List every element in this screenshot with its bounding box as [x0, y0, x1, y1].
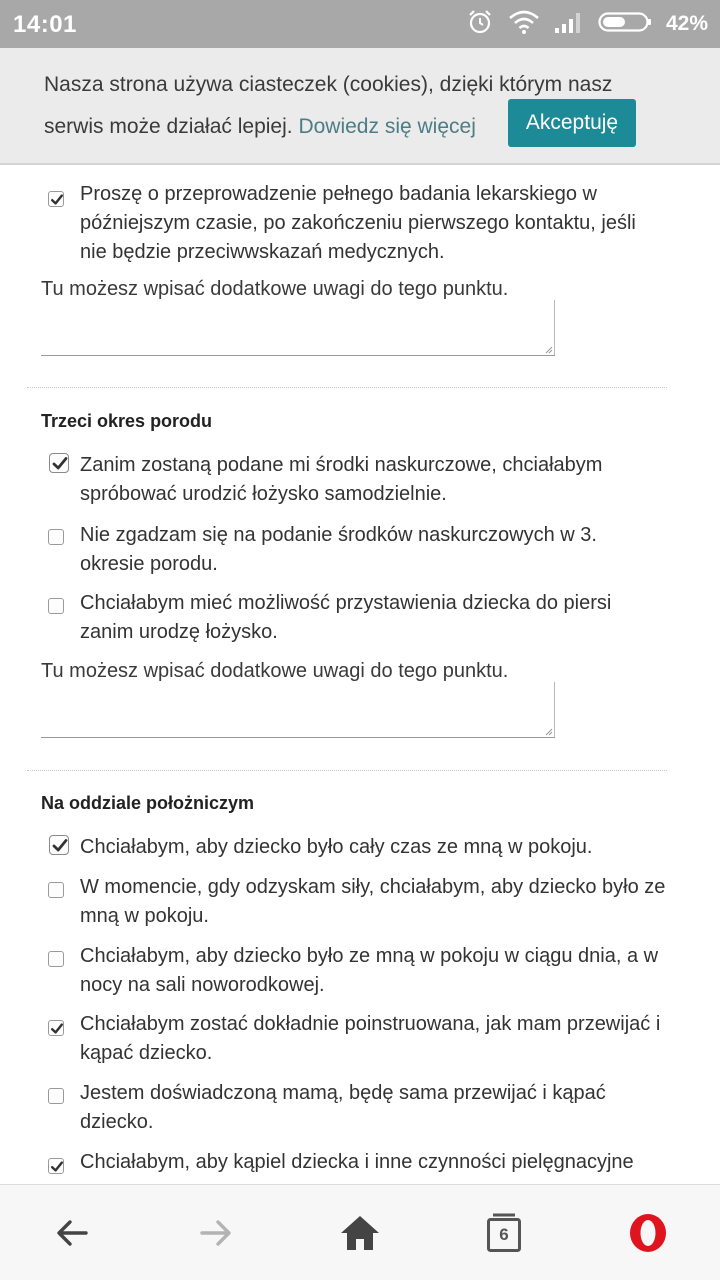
- notes-label: Tu możesz wpisać dodatkowe uwagi do tego punktu.: [41, 660, 509, 682]
- checkbox[interactable]: [48, 598, 64, 614]
- checkbox-label: Proszę o przeprowadzenie pełnego badania lekarskiego w późniejszym czasie, po zakończeniu pierwszego kontaktu, jeśli nie będzie przeciwwskazań medycznych.: [80, 183, 636, 263]
- checkbox-item[interactable]: [46, 589, 666, 649]
- checkbox[interactable]: [48, 1020, 64, 1036]
- checkmark-icon: [49, 1159, 65, 1175]
- forward-button[interactable]: [192, 1209, 240, 1257]
- battery-percent: 42%: [665, 12, 708, 35]
- tabs-icon: [486, 1213, 522, 1253]
- checkbox-item[interactable]: [46, 451, 666, 511]
- status-time: 14:01: [13, 11, 77, 38]
- checkbox[interactable]: [48, 882, 64, 898]
- checkmark-icon: [49, 192, 65, 208]
- checkbox-item[interactable]: [46, 1079, 666, 1139]
- cookie-banner: [0, 48, 720, 165]
- back-icon: [54, 1215, 90, 1251]
- checkbox-label: Jestem doświadczoną mamą, będę sama przewijać i kąpać dziecko.: [80, 1082, 606, 1133]
- checkmark-icon: [50, 454, 70, 474]
- notes-textarea[interactable]: [41, 300, 555, 356]
- checkmark-icon: [49, 1021, 65, 1037]
- checkbox-label: Nie zgadzam się na podanie środków naskurczowych w 3. okresie porodu.: [80, 524, 597, 575]
- checkbox[interactable]: [48, 191, 64, 207]
- battery-icon: [598, 10, 652, 39]
- checkbox-label: Chciałabym zostać dokładnie poinstruowana, jak mam przewijać i kąpać dziecko.: [80, 1013, 661, 1064]
- checkbox[interactable]: [49, 835, 69, 855]
- notes-label: Tu możesz wpisać dodatkowe uwagi do tego punktu.: [41, 278, 509, 300]
- home-icon: [339, 1214, 381, 1252]
- resize-handle-icon[interactable]: [545, 728, 553, 736]
- checkbox[interactable]: [49, 453, 69, 473]
- browser-bottom-bar: [0, 1184, 720, 1280]
- checkbox[interactable]: [48, 1158, 64, 1174]
- learn-more-link[interactable]: Dowiedz się więcej: [298, 115, 476, 138]
- checkbox-item[interactable]: [46, 521, 666, 581]
- signal-icon: [554, 10, 584, 39]
- form-content: [0, 166, 720, 1184]
- opera-menu-button[interactable]: [624, 1209, 672, 1257]
- section-divider: [27, 770, 667, 771]
- section-title: Trzeci okres porodu: [41, 411, 213, 431]
- checkbox-label: Chciałabym mieć możliwość przystawienia dziecka do piersi zanim urodzę łożysko.: [80, 592, 612, 643]
- checkbox-item[interactable]: [46, 833, 666, 865]
- checkbox-label: Chciałabym, aby dziecko było cały czas ze mną w pokoju.: [80, 836, 593, 858]
- tabs-count: 6: [499, 1225, 509, 1244]
- accept-cookies-button[interactable]: Akceptuję: [508, 99, 636, 147]
- checkbox-item[interactable]: [46, 942, 666, 1002]
- forward-icon: [198, 1215, 234, 1251]
- checkbox-label: Chciałabym, aby kąpiel dziecka i inne czynności pielęgnacyjne: [80, 1151, 634, 1173]
- checkbox-label: W momencie, gdy odzyskam siły, chciałabym, aby dziecko było ze mną w pokoju.: [80, 876, 666, 927]
- checkbox-item[interactable]: [46, 1010, 666, 1070]
- back-button[interactable]: [48, 1209, 96, 1257]
- checkbox[interactable]: [48, 1088, 64, 1104]
- section-title: Na oddziale położniczym: [41, 793, 255, 813]
- section-divider: [27, 387, 667, 388]
- alarm-icon: [466, 8, 494, 41]
- checkbox-item[interactable]: [46, 873, 666, 933]
- checkbox-label: Chciałabym, aby dziecko było ze mną w pokoju w ciągu dnia, a w nocy na sali noworodkowej.: [80, 945, 659, 996]
- checkbox[interactable]: [48, 951, 64, 967]
- checkbox-label: Zanim zostaną podane mi środki naskurczowe, chciałabym spróbować urodzić łożysko samodzielnie.: [80, 454, 603, 505]
- checkbox-item[interactable]: [46, 180, 666, 270]
- notes-textarea[interactable]: [41, 682, 555, 738]
- resize-handle-icon[interactable]: [545, 346, 553, 354]
- tabs-button[interactable]: [480, 1209, 528, 1257]
- checkmark-icon: [50, 836, 70, 856]
- wifi-icon: [508, 9, 540, 40]
- checkbox[interactable]: [48, 529, 64, 545]
- status-bar: [0, 0, 720, 48]
- checkbox-item[interactable]: [46, 1148, 666, 1184]
- home-button[interactable]: [336, 1209, 384, 1257]
- opera-icon: [627, 1212, 669, 1254]
- cookie-message: Nasza strona używa ciasteczek (cookies), dzięki którym nasz serwis może działać lepiej.: [44, 73, 613, 138]
